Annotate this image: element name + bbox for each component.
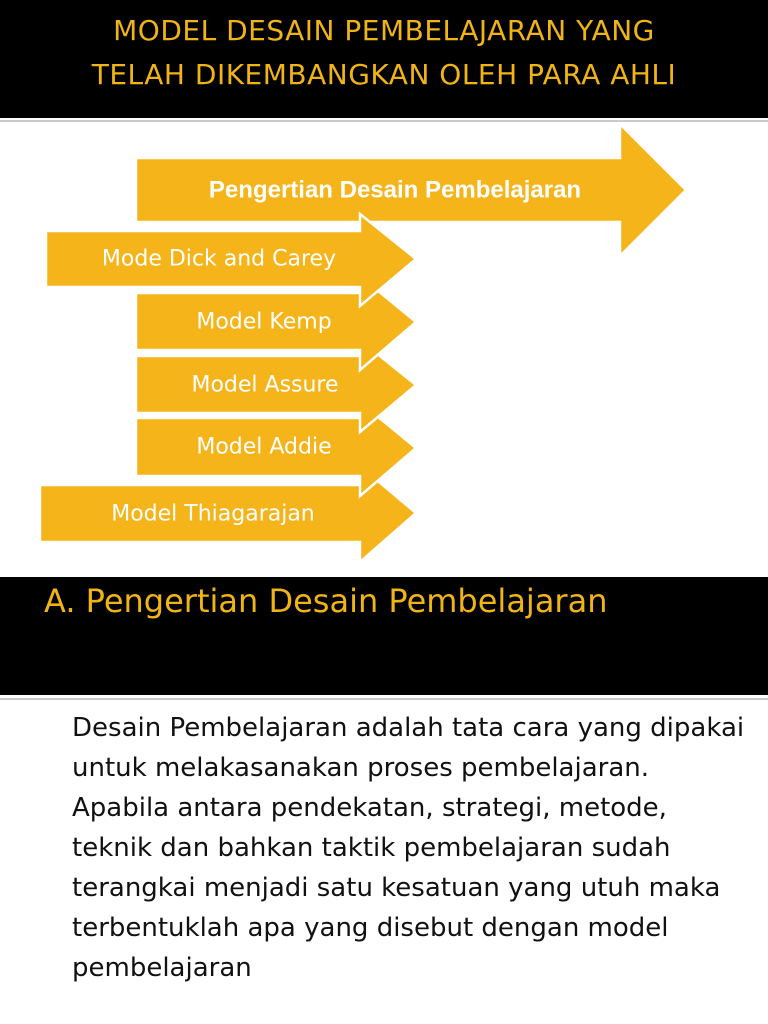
arrow-label: Model Assure xyxy=(191,372,339,398)
arrow-label: Mode Dick and Carey xyxy=(101,246,337,272)
arrow-label: Model Kemp xyxy=(196,309,332,335)
body-paragraph-1: Desain Pembelajaran adalah tata cara yang dipakai untuk melakasanakan proses pembelajaran. xyxy=(72,713,745,783)
body-paragraph-2: Apabila antara pendekatan, strategi, metode, teknik dan bahkan taktik pembelajaran sudah terangkai menjadi satu kesatuan yang utuh maka terbentuklah apa yang disebut dengan model pembelajaran xyxy=(72,793,721,983)
slide-title-line-1: MODEL DESAIN PEMBELAJARAN YANG xyxy=(113,14,655,47)
slide-title-line-2: TELAH DIKEMBANGKAN OLEH PARA AHLI xyxy=(91,58,677,91)
arrow-main-label: Pengertian Desain Pembelajaran xyxy=(208,176,582,204)
section-title: A. Pengertian Desain Pembelajaran xyxy=(44,582,608,620)
body-text xyxy=(72,708,752,988)
arrow-diagram xyxy=(0,118,768,577)
arrow-label: Model Addie xyxy=(196,434,332,460)
arrow-label: Model Thiagarajan xyxy=(111,501,315,527)
divider xyxy=(0,698,768,700)
title-band xyxy=(0,0,768,118)
